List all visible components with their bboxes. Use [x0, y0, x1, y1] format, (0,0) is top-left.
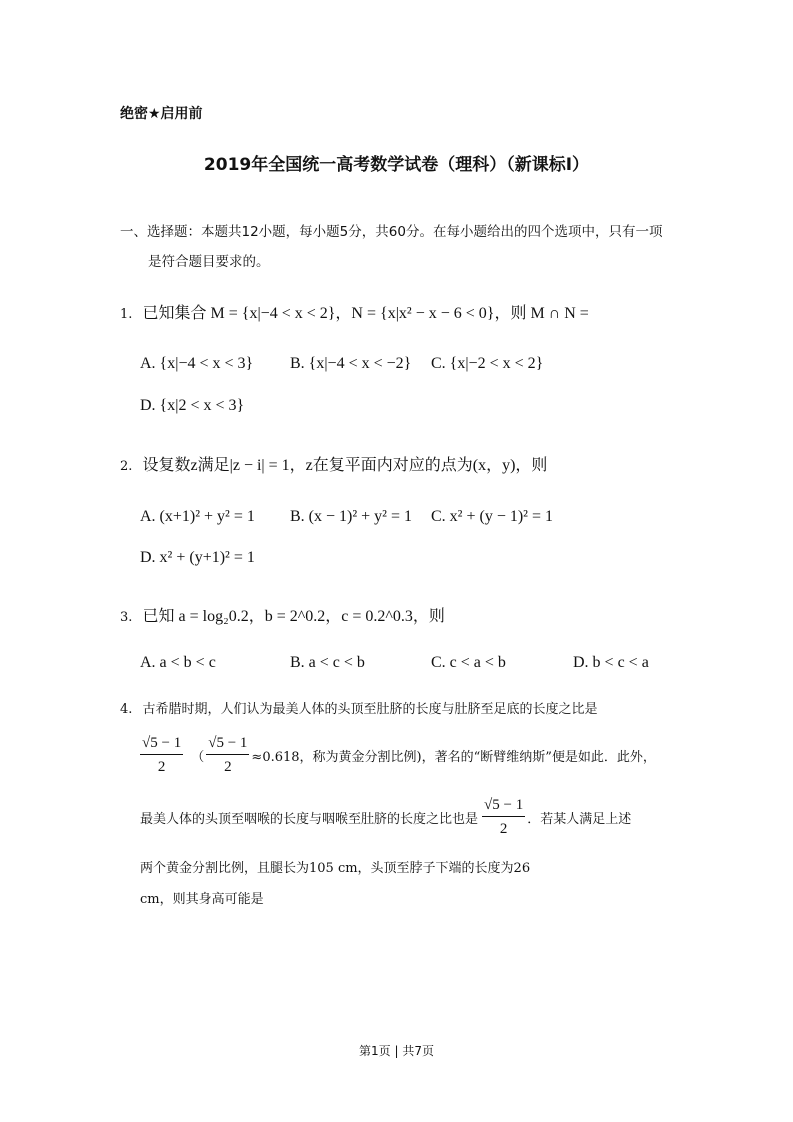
- question-4-line2: $\frac{√5 - 1}{2}$ （ $\frac{√5 - 1}{2}$ ≈0.618，称为黄金分割比例)，著名的“断臂维纳斯”便是如此．此外，: [142, 735, 656, 775]
- secret-label: 绝密★启用前: [120, 106, 203, 122]
- question-4-line4: 两个黄金分割比例，且腿长为105 cm，头顶至脖子下端的长度为26: [140, 861, 531, 876]
- section-heading-line2: 是符合题目要求的。: [148, 254, 270, 270]
- fraction-3-denominator: 2: [499, 821, 508, 837]
- golden-ratio-fraction-2: [206, 734, 249, 776]
- q2-option-d: D. x² + (y+1)² = 1: [140, 549, 255, 566]
- q1-option-d: D. {x|2 < x < 3}: [140, 397, 245, 414]
- fraction-denominator: 2: [157, 759, 166, 775]
- question-2: [120, 452, 547, 475]
- golden-ratio-fraction: [140, 734, 183, 776]
- question-3: [120, 603, 445, 626]
- question-4-line5: cm，则其身高可能是: [140, 892, 264, 907]
- q2-option-a: A. (x+1)² + y² = 1: [140, 508, 255, 525]
- exam-title: 2019年全国统一高考数学试卷（理科）（新课标Ⅰ）: [203, 155, 590, 175]
- question-4-stem-line2: ≈0.618，称为黄金分割比例)，著名的“断臂维纳斯”便是如此．此外，: [251, 749, 656, 765]
- question-1-number: 1.: [120, 307, 133, 322]
- question-4-stem-line3-post: ．若某人满足上述: [527, 811, 632, 827]
- fraction-2-numerator: √5 − 1: [206, 734, 249, 755]
- q3-option-d: D. b < c < a: [573, 654, 649, 671]
- question-4-stem-line1: 古希腊时期，人们认为最美人体的头顶至肚脐的长度与肚脐至足底的长度之比是: [142, 702, 598, 717]
- question-4-line3: [140, 795, 631, 839]
- fraction-2-denominator: 2: [224, 759, 232, 775]
- q3-option-a: A. a < b < c: [140, 654, 216, 671]
- question-4-number: 4.: [120, 702, 133, 717]
- question-3-stem: 已知 a = log₂0.2，b = 2^0.2，c = 0.2^0.3，则: [142, 608, 445, 625]
- question-3-number: 3.: [120, 610, 133, 625]
- question-2-stem: 设复数z满足|z − i| = 1，z在复平面内对应的点为(x，y)，则: [142, 457, 548, 474]
- q3-option-b: B. a < c < b: [290, 654, 365, 671]
- question-4-stem-line3-pre: 最美人体的头顶至咽喉的长度与咽喉至肚脐的长度之比也是: [140, 811, 479, 827]
- fraction-3-numerator: √5 − 1: [482, 796, 525, 817]
- q1-option-a: A. {x|−4 < x < 3}: [140, 355, 254, 372]
- q1-option-b: B. {x|−4 < x < −2}: [290, 355, 412, 372]
- q2-option-c: C. x² + (y − 1)² = 1: [431, 508, 553, 525]
- page-indicator: 第1页 | 共7页: [359, 1044, 434, 1058]
- q2-option-b: B. (x − 1)² + y² = 1: [290, 508, 412, 525]
- question-1: [120, 300, 589, 323]
- question-2-number: 2.: [120, 459, 133, 474]
- question-4: [120, 698, 598, 717]
- section-heading-line1: 一、选择题：本题共12小题，每小题5分，共60分。在每小题给出的四个选项中，只有一项: [120, 224, 663, 240]
- question-1-stem: 已知集合 M = {x|−4 < x < 2}，N = {x|x² − x − 6 < 0}，则 M ∩ N =: [142, 305, 589, 322]
- golden-ratio-fraction-3: [482, 796, 525, 838]
- q3-option-c: C. c < a < b: [431, 654, 506, 671]
- q1-option-c: C. {x|−2 < x < 2}: [431, 355, 544, 372]
- fraction-numerator: √5 − 1: [140, 734, 183, 755]
